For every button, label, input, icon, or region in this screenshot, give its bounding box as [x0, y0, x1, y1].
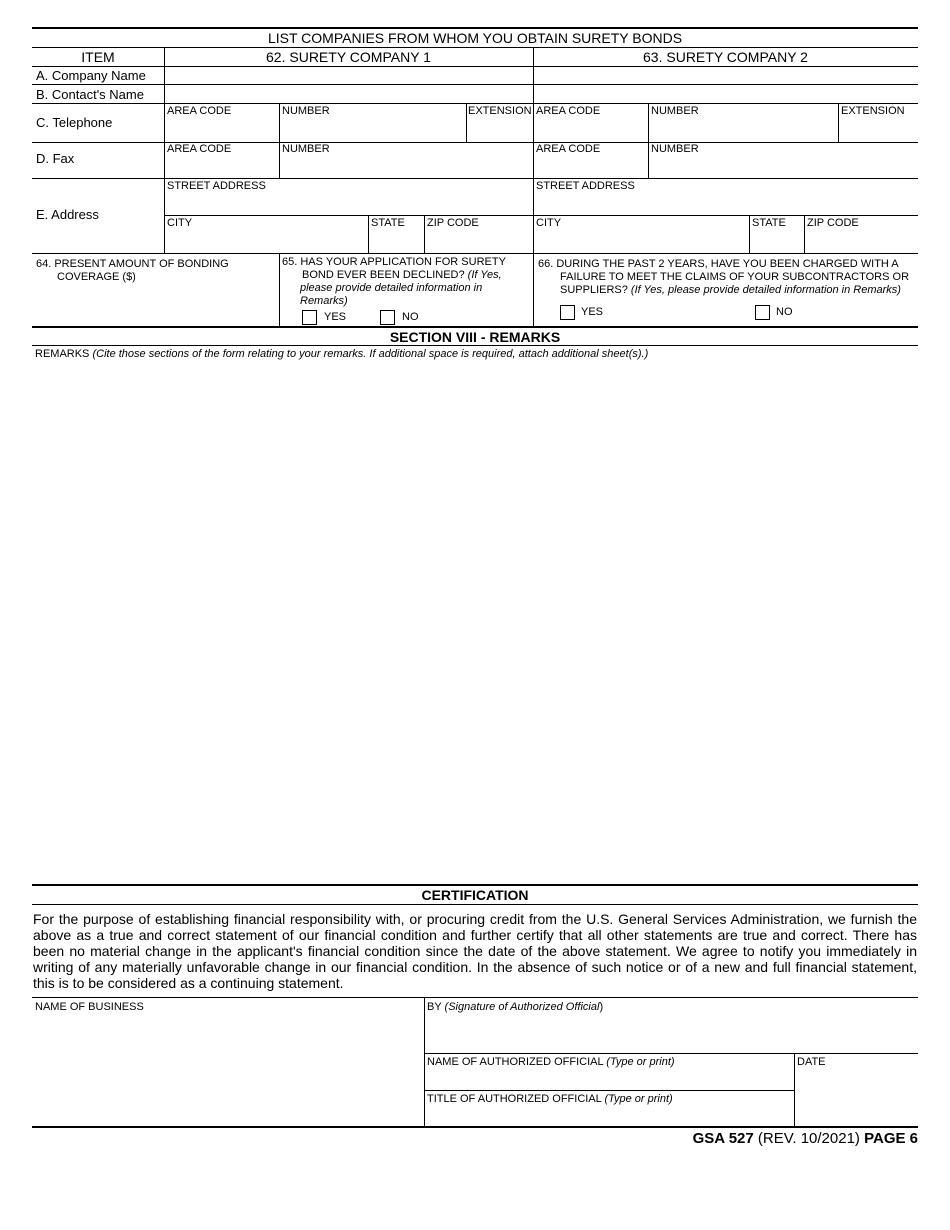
company2-fax-number[interactable]: NUMBER [651, 143, 699, 155]
company1-fax-number[interactable]: NUMBER [282, 143, 330, 155]
q64-label-line2: COVERAGE ($) [57, 271, 136, 283]
company1-phone-area-code[interactable]: AREA CODE [167, 105, 232, 117]
company1-zip-code[interactable]: ZIP CODE [427, 217, 479, 229]
company1-state[interactable]: STATE [371, 217, 405, 229]
company2-column-header: 63. SURETY COMPANY 2 [643, 49, 808, 65]
company1-street-address[interactable]: STREET ADDRESS [167, 180, 266, 192]
company2-contact-field[interactable] [534, 85, 918, 103]
company2-street-address[interactable]: STREET ADDRESS [536, 180, 635, 192]
q66-label-line2: FAILURE TO MEET THE CLAIMS OF YOUR SUBCONTRACTORS OR [560, 271, 910, 283]
form-id: GSA 527 [692, 1130, 754, 1147]
certification-title: CERTIFICATION [421, 887, 529, 903]
official-name-label: NAME OF AUTHORIZED OFFICIAL (Type or print) [427, 1056, 675, 1068]
date-label: DATE [797, 1056, 826, 1068]
company1-phone-number[interactable]: NUMBER [282, 105, 330, 117]
certification-statement: For the purpose of establishing financial responsibility with, or procuring credit from the U.S. General Services Administration, we furnish the above as a true and correct statement of our financial condition and further certify that all other statements are true and correct. There has been no material change in the applicant's financial condition since the date of the above statement. We agree to notify you immediately in writing of any materially unfavorable change in our financial condition. In the absence of such notice or of a new and full financial statement, this is to be considered as a continuing statement. [33, 911, 917, 991]
signature-label: BY (Signature of Authorized Official) [427, 1001, 604, 1013]
company1-contact-field[interactable] [165, 85, 532, 103]
official-title-label: TITLE OF AUTHORIZED OFFICIAL (Type or print) [427, 1093, 673, 1105]
q65-no-label: NO [402, 311, 419, 323]
official-title-field[interactable] [425, 1106, 793, 1125]
q65-label-line1: 65. HAS YOUR APPLICATION FOR SURETY [282, 256, 506, 268]
company2-zip-code[interactable]: ZIP CODE [807, 217, 859, 229]
company1-phone-extension[interactable]: EXTENSION [468, 105, 532, 117]
company1-fax-area-code[interactable]: AREA CODE [167, 143, 232, 155]
q66-yes-checkbox[interactable] [560, 305, 575, 320]
bonding-coverage-field[interactable] [33, 285, 278, 325]
q66-label-line3: SUPPLIERS? (If Yes, please provide detailed information in Remarks) [560, 284, 901, 296]
company2-fax-area-code[interactable]: AREA CODE [536, 143, 601, 155]
remarks-section-title: SECTION VIII - REMARKS [389, 329, 561, 345]
company2-phone-extension[interactable]: EXTENSION [841, 105, 905, 117]
remarks-textarea[interactable] [32, 362, 918, 880]
remarks-label: REMARKS (Cite those sections of the form relating to your remarks. If additional space is required, attach additional sheet(s).) [35, 348, 649, 360]
q65-yes-checkbox[interactable] [302, 310, 317, 325]
company1-city[interactable]: CITY [167, 217, 193, 229]
q66-no-checkbox[interactable] [755, 305, 770, 320]
q65-label-line4: Remarks) [300, 295, 348, 307]
row-label-company-name: A. Company Name [36, 68, 146, 83]
q65-no-checkbox[interactable] [380, 310, 395, 325]
q66-label-line1: 66. DURING THE PAST 2 YEARS, HAVE YOU BEEN CHARGED WITH A [538, 258, 899, 270]
official-name-field[interactable] [425, 1069, 793, 1089]
form-footer [693, 1130, 918, 1147]
row-label-contact-name: B. Contact's Name [36, 87, 144, 102]
company2-phone-number[interactable]: NUMBER [651, 105, 699, 117]
company2-state[interactable]: STATE [752, 217, 786, 229]
q66-yes-label: YES [581, 306, 604, 318]
row-label-telephone: C. Telephone [36, 115, 113, 130]
company2-phone-area-code[interactable]: AREA CODE [536, 105, 601, 117]
name-of-business-field[interactable] [33, 1015, 423, 1125]
q65-label-line2: BOND EVER BEEN DECLINED? (If Yes, [302, 269, 502, 281]
q65-yes-label: YES [324, 311, 347, 323]
page-number: PAGE 6 [864, 1130, 918, 1147]
q66-no-label: NO [776, 306, 793, 318]
company1-name-field[interactable] [165, 67, 532, 84]
item-column-header: ITEM [81, 49, 115, 65]
q64-label-line1: 64. PRESENT AMOUNT OF BONDING [36, 258, 229, 270]
q65-label-line3: please provide detailed information in [300, 282, 483, 294]
company2-name-field[interactable] [534, 67, 918, 84]
signature-field[interactable] [425, 1015, 917, 1052]
row-label-address: E. Address [36, 207, 99, 222]
row-label-fax: D. Fax [36, 151, 75, 166]
name-of-business-label: NAME OF BUSINESS [35, 1001, 144, 1013]
list-title: LIST COMPANIES FROM WHOM YOU OBTAIN SURETY BONDS [267, 30, 683, 46]
form-revision: (REV. 10/2021) [753, 1130, 865, 1147]
date-field[interactable] [795, 1069, 917, 1125]
company1-column-header: 62. SURETY COMPANY 1 [266, 49, 431, 65]
company2-city[interactable]: CITY [536, 217, 562, 229]
